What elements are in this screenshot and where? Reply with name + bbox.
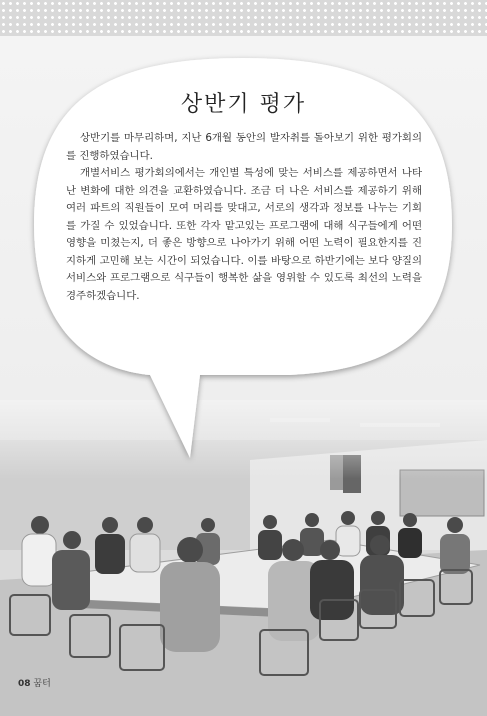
page-title: 상반기 평가 xyxy=(180,92,307,117)
article-paragraph: 개별서비스 평가회의에서는 개인별 특성에 맞는 서비스를 제공하면서 나타난 변화에 대한 의견을 교환하였습니다. 조금 더 나은 서비스를 제공하기 위해 여러 파트의 직원들이 모여 머리를 맞대고, 서로의 생각과 정보를 나누는 기회를 가질 수 있었습니다. 또한 각자 맡고있는 프로그램에 대해 식구들에게 어떤 영향을 미쳤는지, 더 좋은 방향으로 나아가기 위해 어떤 노력이 필요한지를 진지하게 고민해 보는 시간이 되었습니다. 이를 바탕으로 하반기에는 보다 양질의 서비스와 프로그램으로 식구들이 행복한 삶을 영위할 수 있도록 최선의 노력을 경주하겠습니다. xyxy=(66,167,422,302)
article-paragraph: 상반기를 마무리하며, 지난 6개월 동안의 발자취를 돌아보기 위한 평가회의를 진행하였습니다. xyxy=(66,132,422,162)
page-number: 08 xyxy=(18,679,31,689)
page-footer xyxy=(18,676,51,689)
page-footer-label: 꿈터 xyxy=(33,679,51,689)
article-body xyxy=(66,130,422,305)
